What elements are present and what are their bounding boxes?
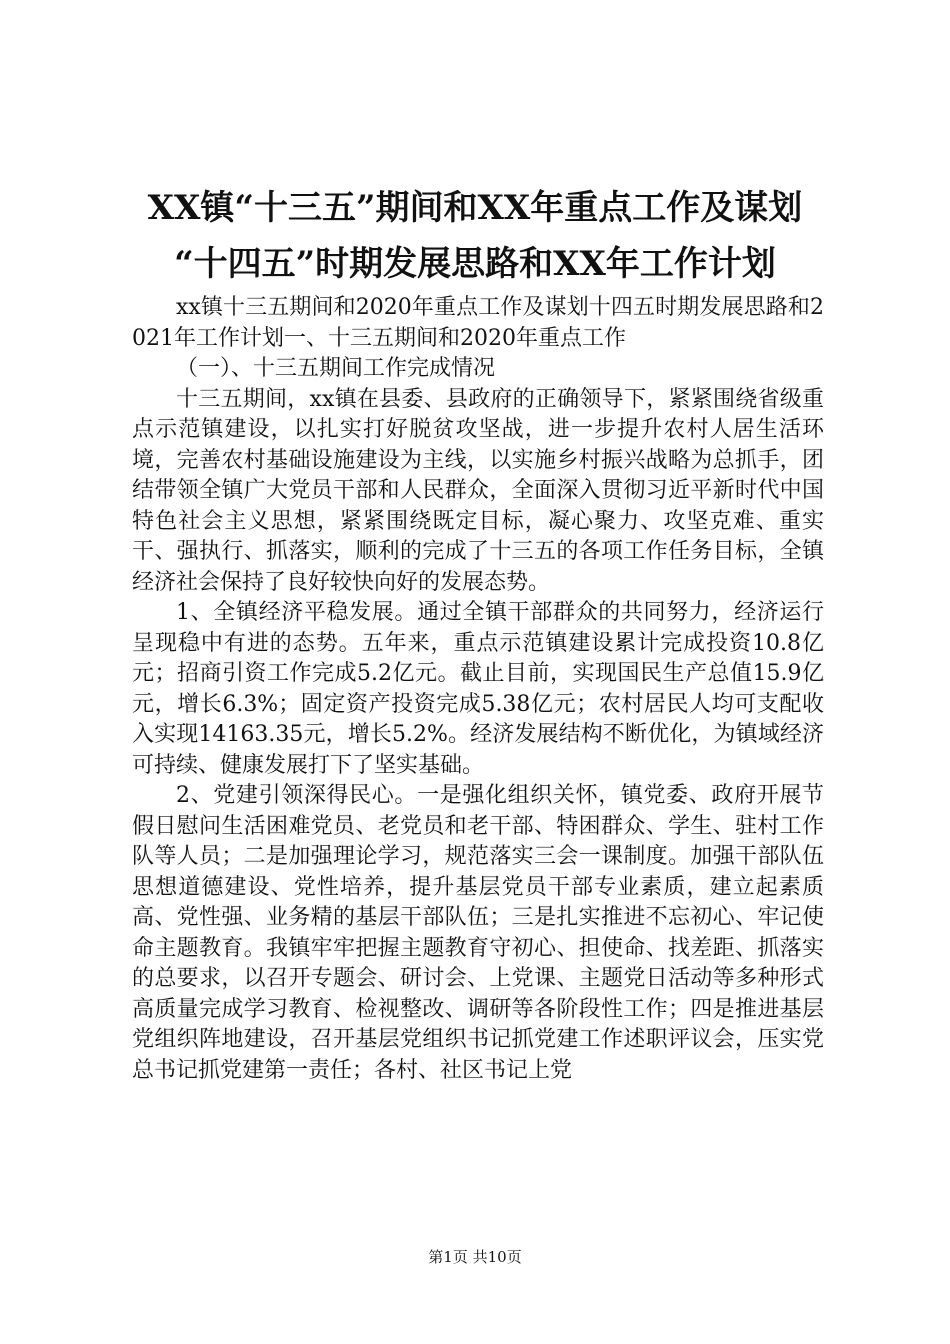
section-heading: （一）、十三五期间工作完成情况 bbox=[176, 356, 496, 381]
paragraph-overview: 十三五期间，xx镇在县委、县政府的正确领导下，紧紧围绕省级重点示范镇建设，以扎实打好脱贫攻坚战，进一步提升农村人居生活环境，完善农村基础设施建设为主线，以实施乡村振兴战略为总抓手，团结带领全镇广大党员干部和人民群众，全面深入贯彻习近平新时代中国特色社会主义思想，紧紧围绕既定目标，凝心聚力、攻坚克难、重实干、强执行、抓落实，顺利的完成了十三五的各项工作任务目标，全镇经济社会保持了良好较快向好的发展态势。 bbox=[132, 386, 824, 595]
document-title-line-2: “十四五”时期发展思路和XX年工作计划 bbox=[174, 244, 776, 284]
paragraph-party-building: 2、党建引领深得民心。一是强化组织关怀，镇党委、政府开展节假日慰问生活困难党员、老党员和老干部、特困群众、学生、驻村工作队等人员；二是加强理论学习，规范落实三会一课制度。加强干部队伍思想道德建设、党性培养，提升基层党员干部专业素质，建立起素质高、党性强、业务精的基层干部队伍；三是扎实推进不忘初心、牢记使命主题教育。我镇牢牢把握主题教育守初心、担使命、找差距、抓落实的总要求，以召开专题会、研讨会、上党课、主题党日活动等多种形式高质量完成学习教育、检视整改、调研等各阶段性工作；四是推进基层党组织阵地建设，召开基层党组织书记抓党建工作述职评议会，压实党总书记抓党建第一责任；各村、社区书记上党 bbox=[132, 783, 824, 1083]
paragraph-intro: xx镇十三五期间和2020年重点工作及谋划十四五时期发展思路和2021年工作计划一、十三五期间和2020年重点工作 bbox=[132, 295, 824, 351]
page-number-footer: 第1页 共10页 bbox=[428, 1248, 522, 1266]
paragraph-economy: 1、全镇经济平稳发展。通过全镇干部群众的共同努力，经济运行呈现稳中有进的态势。五年来，重点示范镇建设累计完成投资10.8亿元；招商引资工作完成5.2亿元。截止目前，实现国民生产总值15.9亿元，增长6.3%；固定资产投资完成5.38亿元；农村居民人均可支配收入实现14163.35元，增长5.2%。经济发展结构不断优化，为镇域经济可持续、健康发展打下了坚实基础。 bbox=[132, 600, 824, 778]
document-title-line-1: XX镇“十三五”期间和XX年重点工作及谋划 bbox=[147, 188, 803, 228]
document-body bbox=[132, 293, 824, 1086]
